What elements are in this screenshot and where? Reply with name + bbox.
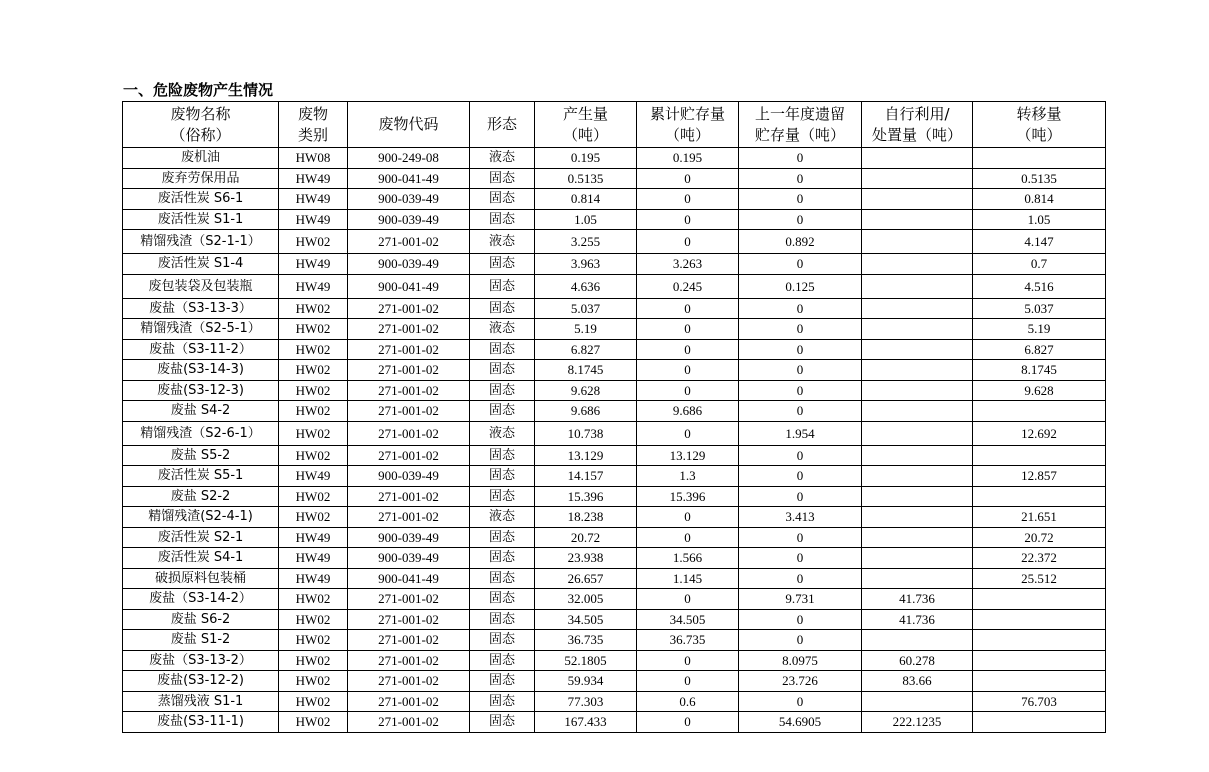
cell-waste-name: 废活性炭 S1-1	[123, 209, 279, 230]
cell-form: 液态	[470, 319, 535, 340]
cell-transfer-amount	[973, 148, 1106, 169]
cell-carryover-storage: 23.726	[739, 671, 862, 692]
cell-waste-code: 900-039-49	[348, 209, 470, 230]
cell-waste-category: HW49	[279, 189, 348, 210]
cell-carryover-storage: 0	[739, 360, 862, 381]
cell-waste-name: 精馏残渣（S2-5-1）	[123, 319, 279, 340]
cell-transfer-amount: 22.372	[973, 548, 1106, 569]
table-row	[123, 609, 1106, 630]
cell-generated-amount: 9.628	[535, 380, 637, 401]
cell-carryover-storage: 0.125	[739, 274, 862, 298]
table-row	[123, 339, 1106, 360]
table-row	[123, 421, 1106, 445]
header-carryover-storage: 上一年度遗留 贮存量（吨）	[739, 102, 862, 148]
cell-waste-category: HW02	[279, 360, 348, 381]
cell-waste-name: 废机油	[123, 148, 279, 169]
cell-generated-amount: 36.735	[535, 630, 637, 651]
cell-carryover-storage: 0	[739, 298, 862, 319]
cell-carryover-storage: 1.954	[739, 421, 862, 445]
cell-form: 固态	[470, 568, 535, 589]
cell-carryover-storage: 0	[739, 189, 862, 210]
cell-cumulative-storage: 1.145	[637, 568, 739, 589]
cell-carryover-storage: 0	[739, 691, 862, 712]
cell-carryover-storage: 0	[739, 527, 862, 548]
cell-waste-name: 废盐 S6-2	[123, 609, 279, 630]
cell-waste-category: HW02	[279, 445, 348, 466]
cell-generated-amount: 34.505	[535, 609, 637, 630]
cell-generated-amount: 18.238	[535, 507, 637, 528]
cell-cumulative-storage: 0	[637, 589, 739, 610]
table-row	[123, 568, 1106, 589]
cell-waste-name: 废盐（S3-11-2）	[123, 339, 279, 360]
header-form: 形态	[470, 102, 535, 148]
cell-waste-name: 废盐 S2-2	[123, 486, 279, 507]
cell-cumulative-storage: 0.195	[637, 148, 739, 169]
cell-waste-name: 废活性炭 S4-1	[123, 548, 279, 569]
table-row	[123, 168, 1106, 189]
cell-carryover-storage: 0	[739, 401, 862, 422]
cell-transfer-amount: 8.1745	[973, 360, 1106, 381]
table-row	[123, 466, 1106, 487]
cell-form: 固态	[470, 486, 535, 507]
cell-waste-category: HW02	[279, 609, 348, 630]
cell-cumulative-storage: 13.129	[637, 445, 739, 466]
cell-waste-category: HW02	[279, 319, 348, 340]
cell-form: 固态	[470, 691, 535, 712]
cell-waste-code: 271-001-02	[348, 445, 470, 466]
cell-carryover-storage: 0	[739, 548, 862, 569]
cell-transfer-amount: 0.7	[973, 254, 1106, 275]
cell-form: 液态	[470, 507, 535, 528]
cell-self-disposal	[862, 254, 973, 275]
cell-generated-amount: 9.686	[535, 401, 637, 422]
cell-self-disposal	[862, 568, 973, 589]
cell-waste-name: 废盐(S3-12-2)	[123, 671, 279, 692]
table-row	[123, 650, 1106, 671]
cell-transfer-amount: 5.037	[973, 298, 1106, 319]
cell-form: 固态	[470, 274, 535, 298]
cell-self-disposal	[862, 548, 973, 569]
cell-cumulative-storage: 0	[637, 168, 739, 189]
section-title: 一、危险废物产生情况	[123, 81, 274, 99]
cell-generated-amount: 3.963	[535, 254, 637, 275]
cell-generated-amount: 5.037	[535, 298, 637, 319]
cell-waste-category: HW49	[279, 254, 348, 275]
cell-transfer-amount	[973, 401, 1106, 422]
cell-form: 固态	[470, 671, 535, 692]
cell-waste-category: HW49	[279, 568, 348, 589]
table-row	[123, 671, 1106, 692]
cell-form: 固态	[470, 712, 535, 733]
cell-waste-code: 271-001-02	[348, 380, 470, 401]
cell-generated-amount: 0.814	[535, 189, 637, 210]
cell-cumulative-storage: 0	[637, 298, 739, 319]
cell-transfer-amount: 12.692	[973, 421, 1106, 445]
cell-self-disposal	[862, 339, 973, 360]
cell-transfer-amount: 9.628	[973, 380, 1106, 401]
cell-carryover-storage: 0	[739, 339, 862, 360]
table-row	[123, 380, 1106, 401]
cell-transfer-amount	[973, 486, 1106, 507]
table-row	[123, 319, 1106, 340]
cell-transfer-amount: 12.857	[973, 466, 1106, 487]
cell-waste-name: 废盐(S3-11-1)	[123, 712, 279, 733]
cell-waste-name: 精馏残渣（S2-6-1）	[123, 421, 279, 445]
cell-generated-amount: 6.827	[535, 339, 637, 360]
cell-generated-amount: 1.05	[535, 209, 637, 230]
cell-cumulative-storage: 0	[637, 527, 739, 548]
cell-cumulative-storage: 36.735	[637, 630, 739, 651]
cell-carryover-storage: 0	[739, 609, 862, 630]
cell-self-disposal	[862, 421, 973, 445]
cell-form: 液态	[470, 148, 535, 169]
cell-waste-code: 271-001-02	[348, 401, 470, 422]
cell-cumulative-storage: 34.505	[637, 609, 739, 630]
cell-transfer-amount	[973, 671, 1106, 692]
cell-carryover-storage: 0	[739, 168, 862, 189]
cell-transfer-amount	[973, 609, 1106, 630]
cell-waste-category: HW02	[279, 339, 348, 360]
cell-waste-category: HW02	[279, 589, 348, 610]
cell-waste-category: HW49	[279, 209, 348, 230]
cell-waste-category: HW49	[279, 168, 348, 189]
cell-waste-name: 废盐（S3-13-2）	[123, 650, 279, 671]
cell-carryover-storage: 0	[739, 209, 862, 230]
cell-self-disposal	[862, 527, 973, 548]
cell-waste-code: 900-039-49	[348, 548, 470, 569]
cell-form: 液态	[470, 421, 535, 445]
table-row	[123, 298, 1106, 319]
cell-form: 固态	[470, 168, 535, 189]
header-generated-amount: 产生量 （吨）	[535, 102, 637, 148]
cell-cumulative-storage: 0	[637, 507, 739, 528]
cell-waste-category: HW02	[279, 230, 348, 254]
cell-waste-name: 废活性炭 S5-1	[123, 466, 279, 487]
cell-self-disposal	[862, 189, 973, 210]
cell-waste-name: 精馏残渣（S2-1-1）	[123, 230, 279, 254]
table-row	[123, 630, 1106, 651]
cell-cumulative-storage: 0.245	[637, 274, 739, 298]
cell-waste-code: 271-001-02	[348, 339, 470, 360]
cell-form: 固态	[470, 548, 535, 569]
cell-cumulative-storage: 0	[637, 189, 739, 210]
cell-form: 固态	[470, 298, 535, 319]
cell-transfer-amount	[973, 630, 1106, 651]
cell-self-disposal	[862, 380, 973, 401]
table-row	[123, 507, 1106, 528]
cell-waste-category: HW49	[279, 274, 348, 298]
cell-waste-code: 271-001-02	[348, 360, 470, 381]
cell-carryover-storage: 0	[739, 568, 862, 589]
cell-generated-amount: 20.72	[535, 527, 637, 548]
cell-generated-amount: 59.934	[535, 671, 637, 692]
cell-transfer-amount: 0.814	[973, 189, 1106, 210]
cell-cumulative-storage: 0.6	[637, 691, 739, 712]
table-body	[123, 148, 1106, 733]
cell-generated-amount: 167.433	[535, 712, 637, 733]
table-row	[123, 691, 1106, 712]
cell-form: 固态	[470, 380, 535, 401]
cell-carryover-storage: 0	[739, 148, 862, 169]
cell-generated-amount: 15.396	[535, 486, 637, 507]
table-row	[123, 189, 1106, 210]
cell-waste-name: 废活性炭 S1-4	[123, 254, 279, 275]
cell-waste-category: HW02	[279, 486, 348, 507]
cell-carryover-storage: 0	[739, 486, 862, 507]
cell-form: 固态	[470, 401, 535, 422]
cell-generated-amount: 52.1805	[535, 650, 637, 671]
cell-carryover-storage: 0.892	[739, 230, 862, 254]
cell-carryover-storage: 0	[739, 445, 862, 466]
cell-transfer-amount: 0.5135	[973, 168, 1106, 189]
cell-cumulative-storage: 1.3	[637, 466, 739, 487]
cell-waste-name: 废盐 S5-2	[123, 445, 279, 466]
cell-self-disposal	[862, 507, 973, 528]
cell-cumulative-storage: 0	[637, 360, 739, 381]
cell-transfer-amount: 6.827	[973, 339, 1106, 360]
cell-carryover-storage: 8.0975	[739, 650, 862, 671]
cell-self-disposal	[862, 319, 973, 340]
cell-carryover-storage: 54.6905	[739, 712, 862, 733]
cell-transfer-amount: 21.651	[973, 507, 1106, 528]
cell-self-disposal	[862, 445, 973, 466]
cell-waste-name: 废盐 S1-2	[123, 630, 279, 651]
cell-waste-code: 900-039-49	[348, 189, 470, 210]
table-row	[123, 401, 1106, 422]
cell-form: 固态	[470, 339, 535, 360]
cell-cumulative-storage: 0	[637, 650, 739, 671]
cell-waste-category: HW08	[279, 148, 348, 169]
cell-form: 固态	[470, 589, 535, 610]
cell-cumulative-storage: 0	[637, 380, 739, 401]
cell-cumulative-storage: 0	[637, 671, 739, 692]
cell-self-disposal	[862, 466, 973, 487]
cell-waste-code: 271-001-02	[348, 650, 470, 671]
table-row	[123, 360, 1106, 381]
cell-self-disposal: 222.1235	[862, 712, 973, 733]
cell-carryover-storage: 3.413	[739, 507, 862, 528]
cell-waste-category: HW02	[279, 671, 348, 692]
cell-cumulative-storage: 0	[637, 339, 739, 360]
cell-waste-category: HW02	[279, 691, 348, 712]
cell-transfer-amount: 1.05	[973, 209, 1106, 230]
cell-carryover-storage: 9.731	[739, 589, 862, 610]
header-self-disposal: 自行利用/ 处置量（吨）	[862, 102, 973, 148]
cell-transfer-amount	[973, 445, 1106, 466]
cell-waste-name: 精馏残渣(S2-4-1)	[123, 507, 279, 528]
cell-waste-category: HW02	[279, 712, 348, 733]
cell-waste-name: 废活性炭 S2-1	[123, 527, 279, 548]
cell-waste-category: HW02	[279, 298, 348, 319]
cell-waste-code: 271-001-02	[348, 507, 470, 528]
cell-waste-category: HW02	[279, 630, 348, 651]
cell-waste-name: 废盐 S4-2	[123, 401, 279, 422]
table-row	[123, 148, 1106, 169]
cell-transfer-amount: 20.72	[973, 527, 1106, 548]
cell-self-disposal: 60.278	[862, 650, 973, 671]
cell-waste-category: HW02	[279, 421, 348, 445]
cell-form: 固态	[470, 360, 535, 381]
cell-generated-amount: 23.938	[535, 548, 637, 569]
cell-waste-code: 271-001-02	[348, 486, 470, 507]
cell-transfer-amount	[973, 650, 1106, 671]
table-row	[123, 712, 1106, 733]
cell-waste-code: 271-001-02	[348, 712, 470, 733]
cell-form: 固态	[470, 650, 535, 671]
cell-generated-amount: 0.195	[535, 148, 637, 169]
cell-self-disposal	[862, 209, 973, 230]
cell-form: 液态	[470, 230, 535, 254]
cell-generated-amount: 8.1745	[535, 360, 637, 381]
hazardous-waste-table	[122, 101, 1106, 733]
cell-carryover-storage: 0	[739, 319, 862, 340]
table-row	[123, 589, 1106, 610]
table-row	[123, 548, 1106, 569]
cell-generated-amount: 0.5135	[535, 168, 637, 189]
cell-generated-amount: 10.738	[535, 421, 637, 445]
cell-waste-code: 900-039-49	[348, 254, 470, 275]
cell-waste-name: 蒸馏残液 S1-1	[123, 691, 279, 712]
cell-generated-amount: 13.129	[535, 445, 637, 466]
cell-waste-category: HW49	[279, 548, 348, 569]
header-cumulative-storage: 累计贮存量 （吨）	[637, 102, 739, 148]
cell-generated-amount: 32.005	[535, 589, 637, 610]
table-row	[123, 486, 1106, 507]
cell-carryover-storage: 0	[739, 254, 862, 275]
cell-waste-name: 废盐(S3-12-3)	[123, 380, 279, 401]
header-transfer-amount: 转移量 （吨）	[973, 102, 1106, 148]
cell-waste-category: HW02	[279, 380, 348, 401]
cell-waste-name: 废盐（S3-14-2）	[123, 589, 279, 610]
cell-generated-amount: 26.657	[535, 568, 637, 589]
cell-waste-code: 271-001-02	[348, 421, 470, 445]
cell-form: 固态	[470, 209, 535, 230]
cell-waste-category: HW49	[279, 466, 348, 487]
cell-transfer-amount: 76.703	[973, 691, 1106, 712]
cell-waste-code: 900-041-49	[348, 168, 470, 189]
cell-waste-category: HW49	[279, 527, 348, 548]
header-waste-category: 废物 类别	[279, 102, 348, 148]
cell-waste-code: 900-041-49	[348, 568, 470, 589]
cell-waste-code: 900-039-49	[348, 527, 470, 548]
cell-waste-code: 271-001-02	[348, 589, 470, 610]
cell-waste-category: HW02	[279, 507, 348, 528]
cell-waste-category: HW02	[279, 401, 348, 422]
cell-self-disposal: 41.736	[862, 609, 973, 630]
cell-cumulative-storage: 0	[637, 712, 739, 733]
cell-transfer-amount	[973, 589, 1106, 610]
cell-waste-name: 废弃劳保用品	[123, 168, 279, 189]
cell-self-disposal	[862, 168, 973, 189]
cell-form: 固态	[470, 445, 535, 466]
cell-waste-code: 271-001-02	[348, 230, 470, 254]
cell-self-disposal: 83.66	[862, 671, 973, 692]
cell-self-disposal: 41.736	[862, 589, 973, 610]
cell-cumulative-storage: 0	[637, 230, 739, 254]
cell-self-disposal	[862, 401, 973, 422]
cell-self-disposal	[862, 274, 973, 298]
cell-transfer-amount	[973, 712, 1106, 733]
header-waste-name: 废物名称 （俗称）	[123, 102, 279, 148]
cell-cumulative-storage: 0	[637, 421, 739, 445]
header-waste-code: 废物代码	[348, 102, 470, 148]
table-row	[123, 274, 1106, 298]
table-row	[123, 445, 1106, 466]
cell-generated-amount: 4.636	[535, 274, 637, 298]
cell-waste-code: 271-001-02	[348, 319, 470, 340]
cell-generated-amount: 77.303	[535, 691, 637, 712]
cell-waste-name: 破损原料包装桶	[123, 568, 279, 589]
cell-waste-category: HW02	[279, 650, 348, 671]
cell-waste-name: 废盐（S3-13-3）	[123, 298, 279, 319]
cell-transfer-amount: 5.19	[973, 319, 1106, 340]
table-header-row	[123, 102, 1106, 148]
cell-waste-code: 271-001-02	[348, 298, 470, 319]
cell-self-disposal	[862, 298, 973, 319]
cell-waste-name: 废盐(S3-14-3)	[123, 360, 279, 381]
cell-transfer-amount: 25.512	[973, 568, 1106, 589]
cell-generated-amount: 5.19	[535, 319, 637, 340]
table-row	[123, 230, 1106, 254]
cell-waste-name: 废包装袋及包装瓶	[123, 274, 279, 298]
cell-carryover-storage: 0	[739, 630, 862, 651]
cell-waste-name: 废活性炭 S6-1	[123, 189, 279, 210]
cell-cumulative-storage: 0	[637, 209, 739, 230]
cell-waste-code: 271-001-02	[348, 630, 470, 651]
cell-form: 固态	[470, 630, 535, 651]
cell-waste-code: 900-249-08	[348, 148, 470, 169]
cell-cumulative-storage: 9.686	[637, 401, 739, 422]
cell-form: 固态	[470, 254, 535, 275]
cell-form: 固态	[470, 609, 535, 630]
cell-carryover-storage: 0	[739, 380, 862, 401]
cell-waste-code: 900-039-49	[348, 466, 470, 487]
cell-carryover-storage: 0	[739, 466, 862, 487]
cell-cumulative-storage: 15.396	[637, 486, 739, 507]
cell-cumulative-storage: 1.566	[637, 548, 739, 569]
cell-self-disposal	[862, 630, 973, 651]
cell-self-disposal	[862, 230, 973, 254]
cell-waste-code: 271-001-02	[348, 691, 470, 712]
cell-waste-code: 271-001-02	[348, 609, 470, 630]
cell-transfer-amount: 4.147	[973, 230, 1106, 254]
cell-self-disposal	[862, 486, 973, 507]
cell-self-disposal	[862, 148, 973, 169]
table-row	[123, 254, 1106, 275]
cell-transfer-amount: 4.516	[973, 274, 1106, 298]
cell-cumulative-storage: 0	[637, 319, 739, 340]
cell-self-disposal	[862, 691, 973, 712]
cell-form: 固态	[470, 527, 535, 548]
cell-cumulative-storage: 3.263	[637, 254, 739, 275]
cell-form: 固态	[470, 189, 535, 210]
cell-form: 固态	[470, 466, 535, 487]
cell-waste-code: 271-001-02	[348, 671, 470, 692]
cell-self-disposal	[862, 360, 973, 381]
cell-generated-amount: 3.255	[535, 230, 637, 254]
table-row	[123, 527, 1106, 548]
cell-generated-amount: 14.157	[535, 466, 637, 487]
table-row	[123, 209, 1106, 230]
cell-waste-code: 900-041-49	[348, 274, 470, 298]
